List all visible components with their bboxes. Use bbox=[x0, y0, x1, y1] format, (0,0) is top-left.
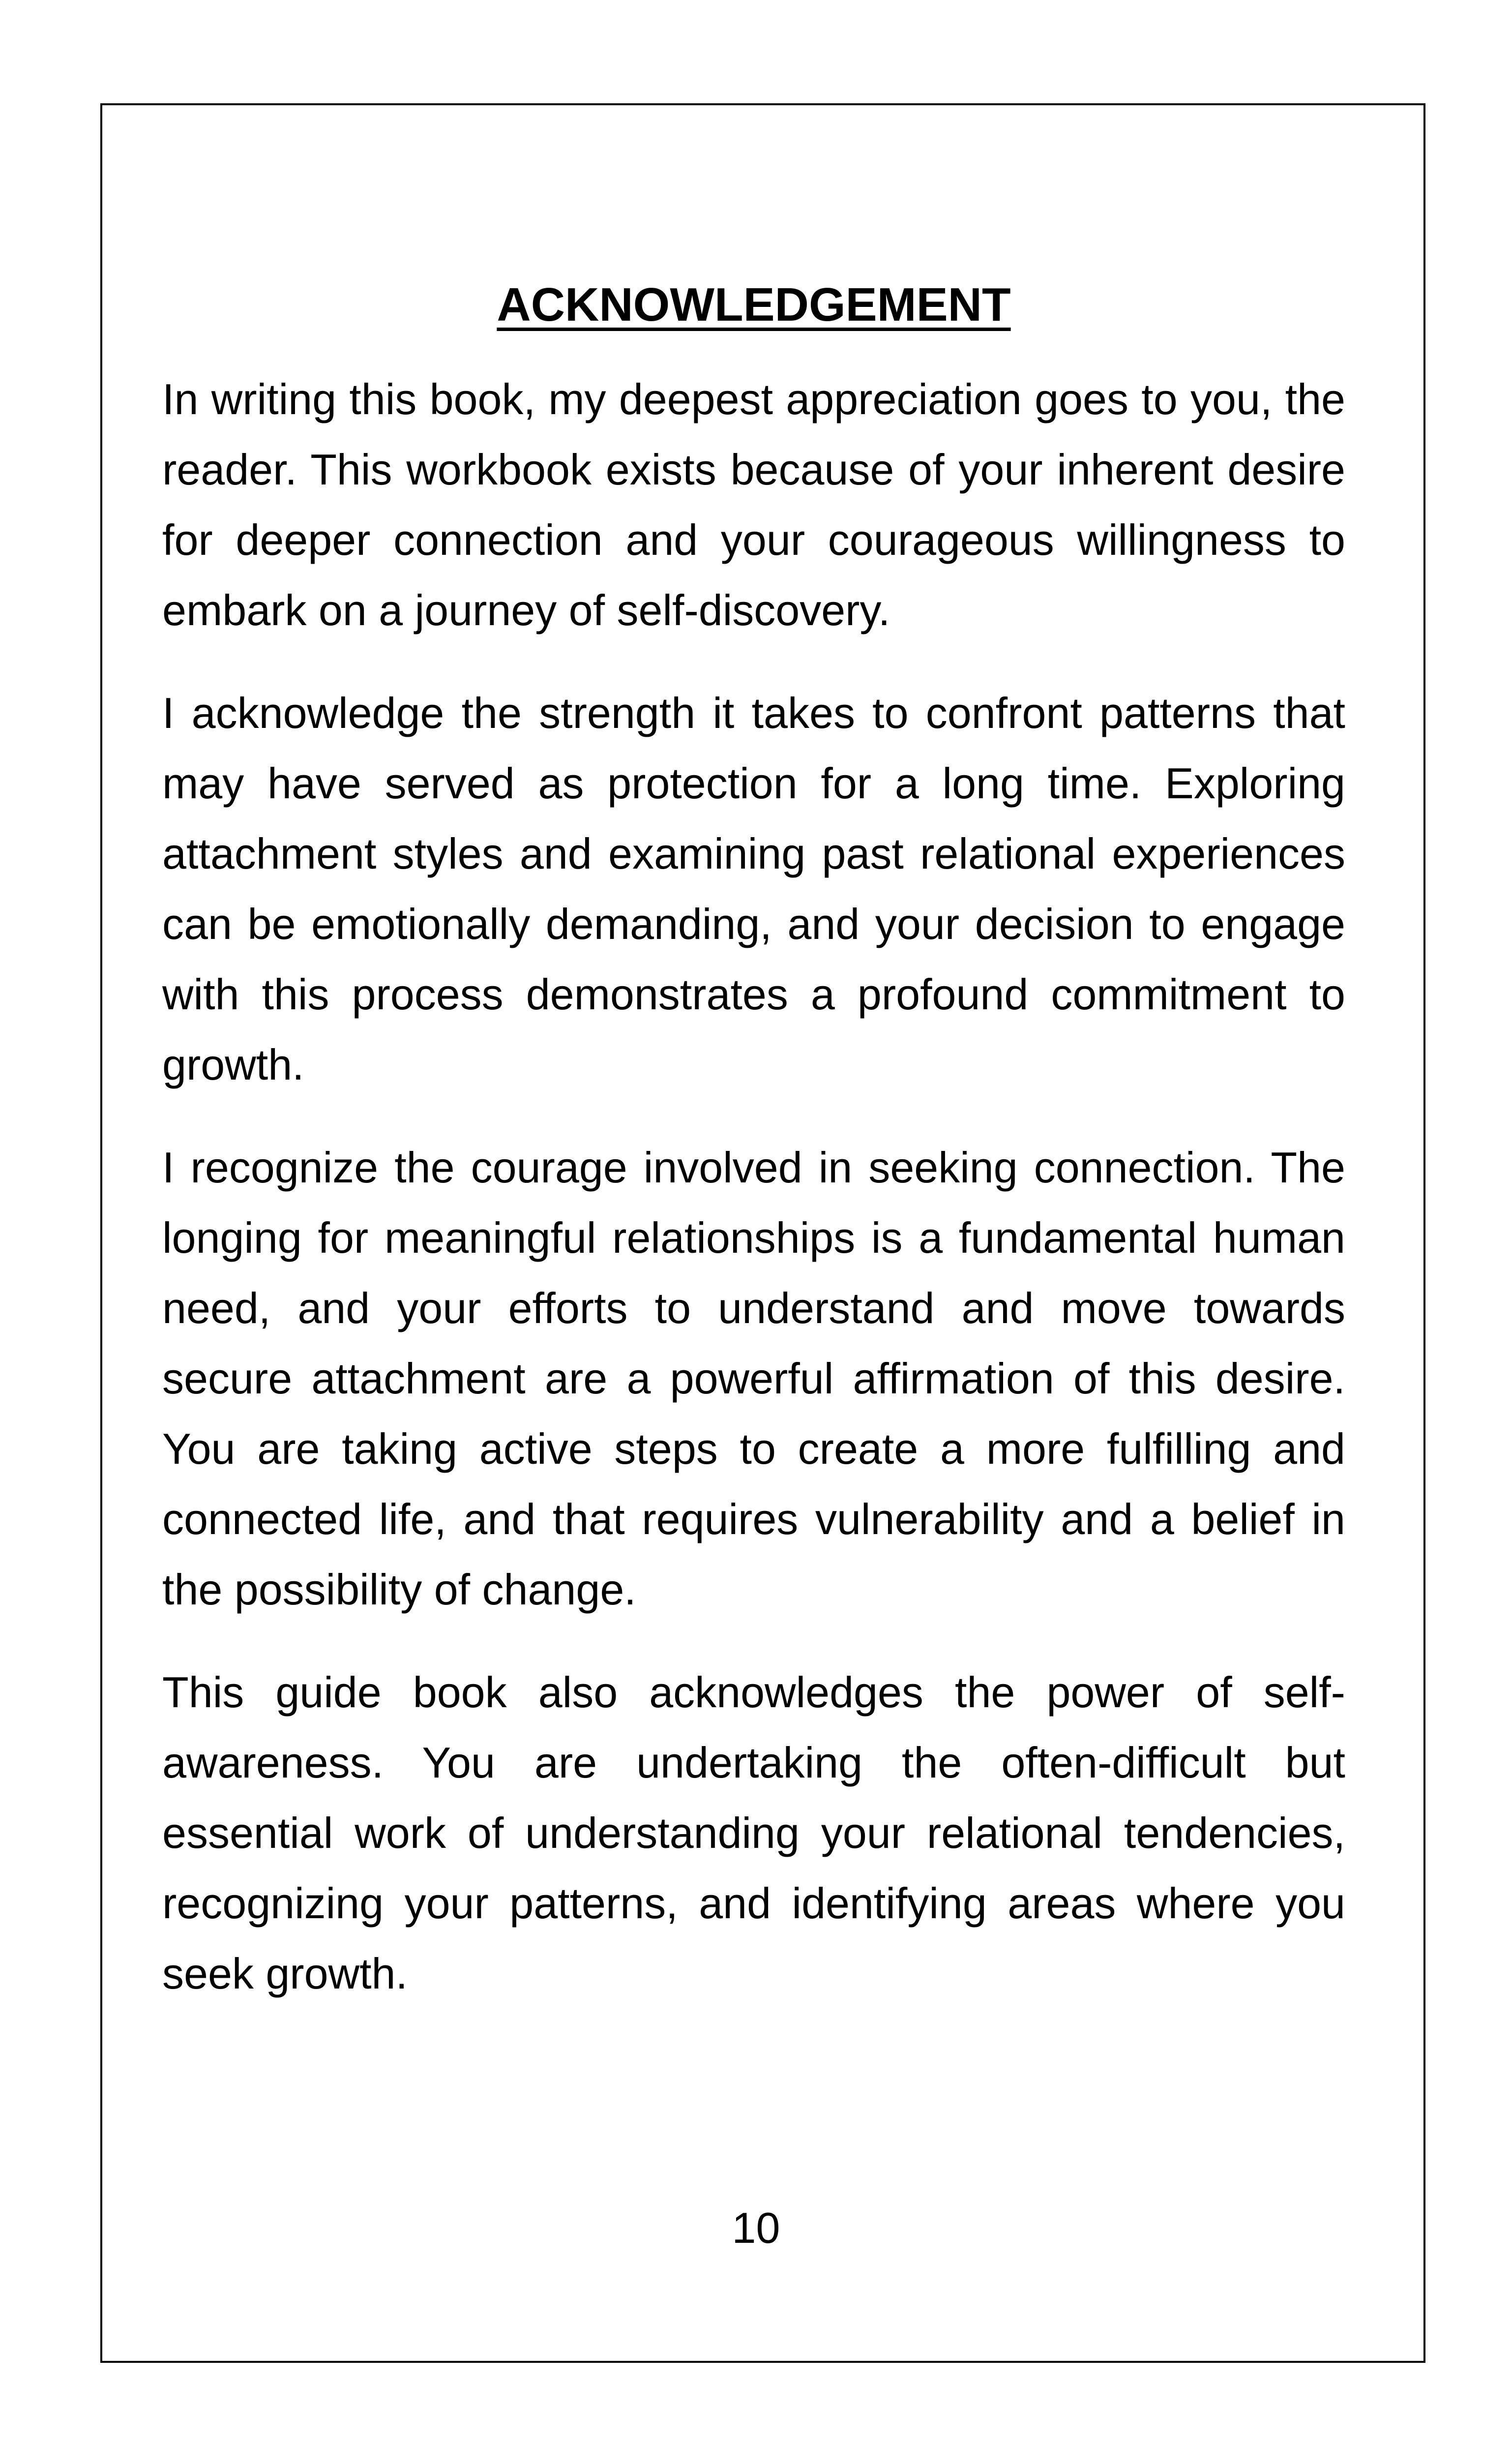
page-number: 10 bbox=[732, 2203, 780, 2252]
page-title bbox=[162, 275, 1345, 334]
paragraph-3: I recognize the courage involved in seeking connection. The longing for meaningful relationships is a fundamental human need, and your efforts to understand and move towards secure attachment are a powerful affirmation of this desire. You are taking active steps to create a more fulfilling and connected life, and that requires vulnerability and a belief in the possibility of change. bbox=[162, 1143, 1345, 1614]
paragraph-1: In writing this book, my deepest appreciation goes to you, the reader. This workbook exists because of your inherent desire for deeper connection and your courageous willingness to embark on a journey of self-discovery. bbox=[162, 375, 1345, 634]
page-title-text: ACKNOWLEDGEMENT bbox=[497, 278, 1011, 331]
paragraph-2: I acknowledge the strength it takes to confront patterns that may have served as protection for a long time. Exploring attachment styles and examining past relational experiences can be emotionally demanding, and your decision to engage with this process demonstrates a profound commitment to growth. bbox=[162, 689, 1345, 1089]
paragraph-4: This guide book also acknowledges the power of self-awareness. You are undertaking the often-difficult but essential work of understanding your relational tendencies, recognizing your patterns, and identifying areas where you seek growth. bbox=[162, 1668, 1345, 1998]
page-content bbox=[162, 275, 1345, 2041]
